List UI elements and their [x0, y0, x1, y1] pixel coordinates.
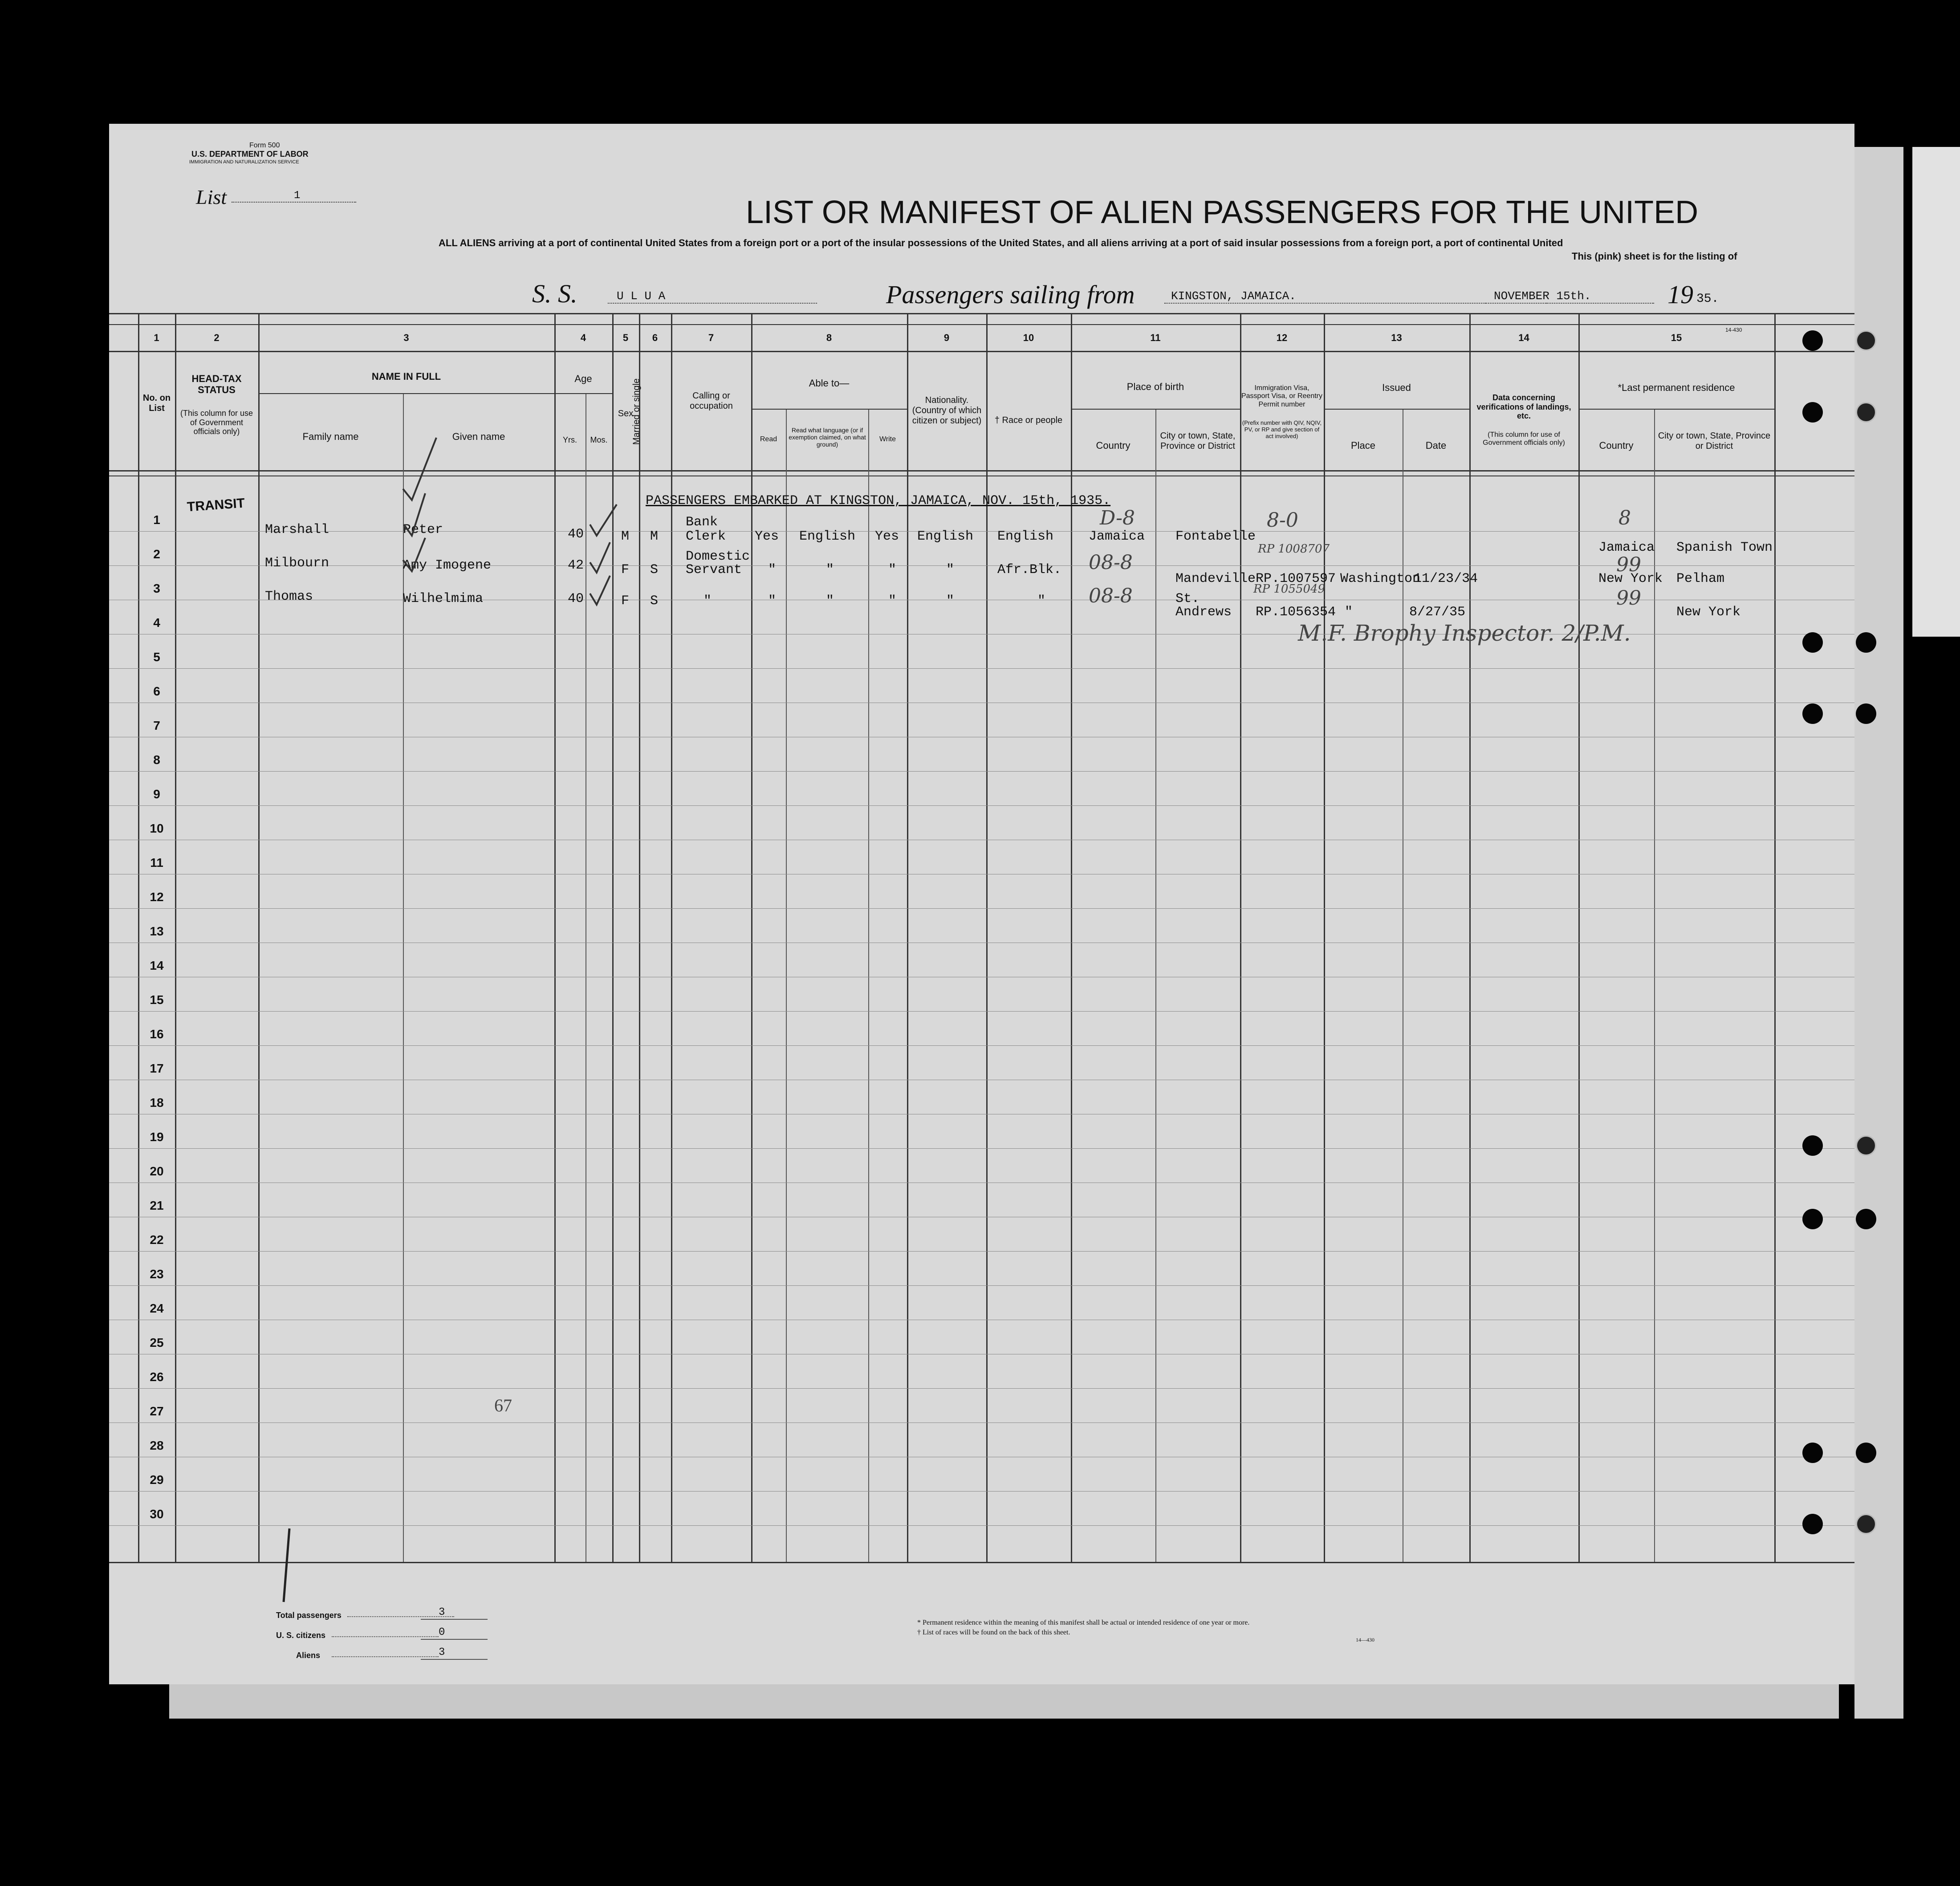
passenger-3-issued-date: 8/27/35	[1409, 605, 1466, 620]
table-bottom-rule	[109, 1562, 1854, 1563]
passenger-3-issued-place: "	[1345, 605, 1353, 620]
binder-hole	[1856, 1209, 1876, 1229]
col-num-1: 1	[154, 332, 159, 343]
row-number: 7	[153, 719, 160, 732]
col-line	[1774, 313, 1776, 1562]
row-number: 22	[150, 1233, 164, 1247]
row-rule	[109, 565, 1854, 566]
passenger-3-married: S	[650, 593, 659, 609]
list-number: 1	[294, 190, 301, 202]
subtitle-line-2: This (pink) sheet is for the listing of	[1572, 251, 1737, 262]
binder-hole	[1802, 330, 1823, 351]
corner-code: 14-430	[1725, 327, 1742, 333]
sailing-label: Passengers sailing from	[886, 280, 1135, 309]
ship-name: U L U A	[617, 289, 666, 303]
col-num-8: 8	[826, 332, 832, 343]
header-mos: Mos.	[590, 435, 608, 444]
col-num-15: 15	[1671, 332, 1682, 343]
col-line	[138, 313, 139, 1562]
col-line	[258, 313, 260, 1562]
col-num-7: 7	[708, 332, 714, 343]
passenger-1-write: Yes	[875, 529, 899, 544]
col-line	[1155, 409, 1156, 1562]
row-number: 3	[153, 581, 160, 595]
row-number: 17	[150, 1061, 164, 1075]
binder-hole	[1802, 632, 1823, 653]
row-number: 6	[153, 684, 160, 698]
row-number: 10	[150, 821, 164, 835]
passenger-1-read: Yes	[755, 529, 779, 544]
passenger-2-family: Milbourn	[265, 556, 329, 571]
row-rule	[109, 1011, 1854, 1012]
ship-line	[608, 303, 817, 304]
passenger-1-language: English	[799, 529, 856, 544]
binder-hole	[1856, 632, 1876, 653]
passenger-3-visa: RP.1056354	[1256, 605, 1336, 620]
passenger-2-issued-date: 11/23/34	[1414, 571, 1478, 586]
binder-hole	[1856, 703, 1876, 724]
passenger-1-race: English	[997, 529, 1054, 544]
row-number: 24	[150, 1301, 164, 1315]
row-rule	[109, 1388, 1854, 1389]
us-citizens-label: U. S. citizens	[276, 1631, 326, 1640]
header-issued-place: Place	[1350, 440, 1376, 451]
passenger-2-birth-city: Mandeville	[1175, 571, 1256, 586]
passenger-1-married: M	[650, 529, 659, 544]
binder-hole	[1802, 1514, 1823, 1534]
header-res-country: Country	[1599, 440, 1634, 451]
passenger-2-race: Afr.Blk.	[997, 562, 1062, 577]
passenger-1-birth-country: Jamaica	[1089, 529, 1145, 544]
handwritten-code-1: D-8	[1100, 507, 1135, 529]
col-num-13: 13	[1391, 332, 1402, 343]
binder-hole	[1856, 1514, 1876, 1534]
header-married: Married or single	[631, 378, 642, 445]
us-citizens-line	[421, 1639, 488, 1640]
binder-hole	[1802, 402, 1823, 423]
inspector-signature: M.F. Brophy Inspector. 2/P.M.	[1298, 620, 1631, 646]
column-number-rule	[109, 351, 1854, 352]
header-head-tax-note: (This column for use of Government officials only)	[180, 409, 253, 436]
adjacent-sheet-edge	[1912, 147, 1960, 637]
sailing-port: KINGSTON, JAMAICA.	[1171, 289, 1296, 303]
header-read-language: Read what language (or if exemption claimed, on what ground)	[789, 427, 866, 448]
header-able-to: Able to—	[809, 378, 850, 389]
header-name-in-full: NAME IN FULL	[371, 371, 441, 382]
row-number: 27	[150, 1404, 164, 1418]
passenger-3-family: Thomas	[265, 589, 313, 604]
handwritten-code-6: 99	[1616, 553, 1641, 576]
col-num-6: 6	[652, 332, 658, 343]
binder-hole	[1856, 1443, 1876, 1463]
passenger-2-read: "	[768, 562, 777, 577]
header-birth-country: Country	[1096, 440, 1130, 451]
passenger-2-sex: F	[621, 562, 630, 577]
passenger-2-nationality: "	[946, 562, 955, 577]
row-number: 25	[150, 1336, 164, 1349]
header-family-name: Family name	[302, 431, 359, 442]
adjacent-sheet-strip	[1854, 147, 1903, 1719]
col-line	[786, 409, 787, 1562]
passenger-3-sex: F	[621, 593, 630, 609]
year-suffix: 35.	[1696, 292, 1719, 306]
passenger-2-occupation-2: Servant	[686, 562, 742, 577]
total-passengers-value: 3	[439, 1606, 445, 1618]
binder-hole	[1802, 1135, 1823, 1156]
passenger-3-birth-city-1: St.	[1175, 591, 1200, 606]
binder-hole	[1802, 703, 1823, 724]
passenger-2-given: Amy Imogene	[403, 558, 492, 573]
header-write: Write	[879, 435, 896, 443]
passenger-3-age: 40	[568, 591, 584, 606]
row-number: 21	[150, 1199, 164, 1212]
handwritten-code-7: 99	[1616, 587, 1641, 610]
passenger-3-given: Wilhelmima	[403, 591, 484, 606]
passenger-3-res-city: New York	[1676, 605, 1741, 620]
total-passengers-line	[421, 1619, 488, 1620]
manifest-title: LIST OR MANIFEST OF ALIEN PASSENGERS FOR THE UNITED	[746, 195, 1699, 230]
binder-hole	[1856, 1135, 1876, 1156]
row-number: 4	[153, 616, 160, 630]
year-prefix: 19	[1667, 280, 1693, 309]
us-citizens-value: 0	[439, 1626, 445, 1638]
header-age: Age	[574, 373, 592, 384]
birth-subrule	[1071, 409, 1240, 410]
list-line	[232, 202, 356, 203]
row-number: 13	[150, 924, 164, 938]
row-number: 14	[150, 959, 164, 972]
col-num-11: 11	[1150, 332, 1161, 343]
form-number: Form 500	[249, 142, 280, 149]
header-visa-note: (Prefix number with QIV, NQIV, PV, or RP and give section of act involved)	[1242, 419, 1322, 439]
col-line	[1324, 313, 1325, 1562]
passenger-1-occupation-2: Clerk	[686, 529, 726, 544]
passenger-1-family: Marshall	[265, 522, 329, 537]
row-number: 9	[153, 787, 160, 801]
col-line	[1240, 313, 1241, 1562]
row-rule	[109, 771, 1854, 772]
col-line	[175, 313, 176, 1562]
row-number: 15	[150, 993, 164, 1007]
row-rule	[109, 1251, 1854, 1252]
col-line	[639, 313, 640, 1562]
col-line	[868, 409, 869, 1562]
header-yrs: Yrs.	[562, 435, 577, 444]
table-top-rule-2	[109, 324, 1854, 325]
header-head-tax: HEAD-TAX STATUS	[191, 373, 242, 396]
col-line	[1469, 313, 1471, 1562]
header-nationality: Nationality. (Country of which citizen or subject)	[912, 395, 982, 426]
passenger-3-nationality: "	[946, 593, 955, 609]
row-rule	[109, 668, 1854, 669]
passenger-3-write: "	[888, 593, 897, 609]
binder-hole	[1856, 402, 1876, 423]
row-number: 16	[150, 1027, 164, 1041]
passenger-3-birth-city-2: Andrews	[1175, 605, 1232, 620]
handwritten-code-3: 08-8	[1089, 585, 1133, 607]
passenger-3-race: "	[1037, 593, 1046, 609]
row-number: 26	[150, 1370, 164, 1384]
passenger-1-occupation-1: Bank	[686, 515, 718, 530]
footnote-residence: * Permanent residence within the meaning of this manifest shall be actual or intended residence of one year or more.	[917, 1619, 1250, 1626]
check-marks-name	[394, 435, 447, 605]
header-given-name: Given name	[452, 431, 505, 442]
aliens-label: Aliens	[296, 1651, 321, 1660]
us-citizens-leader	[332, 1636, 439, 1637]
row-rule	[109, 805, 1854, 806]
passenger-2-age: 42	[568, 558, 584, 573]
col-num-5: 5	[622, 332, 629, 343]
row-number: 29	[150, 1473, 164, 1487]
passenger-1-nationality: English	[917, 529, 974, 544]
manifest-sheet	[109, 124, 1854, 1684]
row-number: 12	[150, 890, 164, 904]
header-res-city: City or town, State, Province or District	[1658, 431, 1771, 451]
row-number: 18	[150, 1096, 164, 1110]
header-read: Read	[760, 435, 777, 443]
footnote-races: † List of races will be found on the back of this sheet.	[917, 1629, 1070, 1636]
passenger-1-res-city: Spanish Town	[1676, 540, 1773, 555]
row-rule	[109, 1525, 1854, 1526]
passenger-2-res-country: New York	[1598, 571, 1663, 586]
passenger-1-sex: M	[621, 529, 630, 544]
service: IMMIGRATION AND NATURALIZATION SERVICE	[189, 159, 299, 165]
total-passengers-label: Total passengers	[276, 1611, 342, 1620]
binder-hole	[1856, 330, 1876, 351]
passenger-1-given: Peter	[403, 522, 443, 537]
department: U.S. DEPARTMENT OF LABOR	[191, 150, 309, 159]
date-line	[1485, 303, 1654, 304]
header-sex: Sex	[618, 409, 634, 419]
passenger-1-age: 40	[568, 527, 584, 542]
binder-hole	[1802, 1443, 1823, 1463]
row-rule	[109, 1491, 1854, 1492]
col-line	[1578, 313, 1580, 1562]
check-marks-age	[586, 502, 626, 618]
transit-stamp: TRANSIT	[186, 496, 245, 515]
row-rule	[109, 908, 1854, 909]
col-num-3: 3	[403, 332, 409, 343]
handwritten-code-2: 08-8	[1089, 551, 1133, 574]
passenger-2-language: "	[826, 562, 834, 577]
passenger-3-occupation: "	[703, 593, 712, 609]
col-line	[612, 313, 614, 1562]
header-calling: Calling or occupation	[690, 391, 733, 411]
col-num-9: 9	[943, 332, 950, 343]
row-number: 30	[150, 1507, 164, 1521]
passenger-3-read: "	[768, 593, 777, 609]
handwritten-visa-1: RP 1008707	[1258, 542, 1330, 556]
header-place-of-birth: Place of birth	[1126, 381, 1184, 392]
header-bottom-rule	[109, 470, 1854, 472]
footnote-code: 14—430	[1356, 1637, 1374, 1643]
row-number: 23	[150, 1267, 164, 1281]
row-rule	[109, 531, 1854, 532]
embark-note: PASSENGERS EMBARKED AT KINGSTON, JAMAICA, NOV. 15th, 1935.	[646, 493, 1111, 508]
header-race: † Race or people	[994, 415, 1063, 425]
passenger-1-res-country: Jamaica	[1598, 540, 1655, 555]
col-num-2: 2	[214, 332, 220, 343]
passenger-2-res-city: Pelham	[1676, 571, 1725, 586]
aliens-line	[421, 1659, 488, 1660]
list-label: List	[196, 186, 227, 208]
row-rule	[109, 1148, 1854, 1149]
passenger-2-married: S	[650, 562, 659, 577]
row-rule	[109, 1045, 1854, 1046]
header-verification-note: (This column for use of Government officials only)	[1483, 431, 1565, 447]
row-number: 2	[153, 547, 160, 561]
handwritten-stroke	[278, 1526, 296, 1606]
row-number: 1	[153, 513, 160, 527]
row-number: 28	[150, 1439, 164, 1452]
name-subrule	[258, 393, 554, 394]
row-number: 20	[150, 1164, 164, 1178]
col-num-14: 14	[1518, 332, 1529, 343]
binder-hole	[1802, 1209, 1823, 1229]
passenger-3-language: "	[826, 593, 834, 609]
col-num-4: 4	[580, 332, 586, 343]
row-rule	[109, 1285, 1854, 1286]
able-subrule	[751, 409, 907, 410]
aliens-leader	[332, 1656, 439, 1657]
header-verification: Data concerning verifications of landings, etc.	[1476, 393, 1571, 421]
table-top-rule	[109, 313, 1854, 314]
header-visa: Immigration Visa, Passport Visa, or Reentry Permit number	[1241, 384, 1322, 408]
total-passengers-leader	[347, 1616, 454, 1617]
header-issued-date: Date	[1425, 440, 1447, 451]
header-last-residence: *Last permanent residence	[1618, 382, 1735, 393]
header-no-on-list: No. on List	[142, 393, 171, 413]
col-line	[554, 313, 556, 1562]
header-issued: Issued	[1382, 382, 1411, 393]
handwritten-code-5: 8	[1618, 507, 1631, 529]
passenger-2-issued-place: Washington	[1340, 571, 1421, 586]
row-number: 19	[150, 1130, 164, 1144]
col-num-10: 10	[1023, 332, 1034, 343]
row-number: 5	[153, 650, 160, 664]
row-number: 8	[153, 753, 160, 767]
passenger-1-birth-city: Fontabelle	[1175, 529, 1256, 544]
issued-subrule	[1324, 409, 1469, 410]
subtitle-line-1: ALL ALIENS arriving at a port of continental United States from a foreign port or a port of the insular possessions of the United States, and all aliens arriving at a port of said insular possessions from a foreign port, a port of continental United	[439, 237, 1563, 248]
res-subrule	[1578, 409, 1774, 410]
age-subrule	[554, 393, 612, 394]
passenger-2-write: "	[888, 562, 897, 577]
passenger-2-occupation-1: Domestic	[686, 549, 750, 564]
ss-label: S. S.	[532, 279, 577, 308]
handwritten-visa-2: RP 1055049	[1253, 582, 1326, 596]
col-num-12: 12	[1276, 332, 1288, 343]
passenger-2-visa: RP.1007597	[1256, 571, 1336, 586]
page-number: 67	[494, 1395, 512, 1415]
sailing-date: NOVEMBER 15th.	[1494, 289, 1591, 303]
aliens-value: 3	[439, 1646, 445, 1658]
header-birth-city: City or town, State, Province or District	[1160, 431, 1236, 451]
handwritten-code-4: 8-0	[1267, 509, 1298, 532]
row-number: 11	[150, 856, 163, 870]
